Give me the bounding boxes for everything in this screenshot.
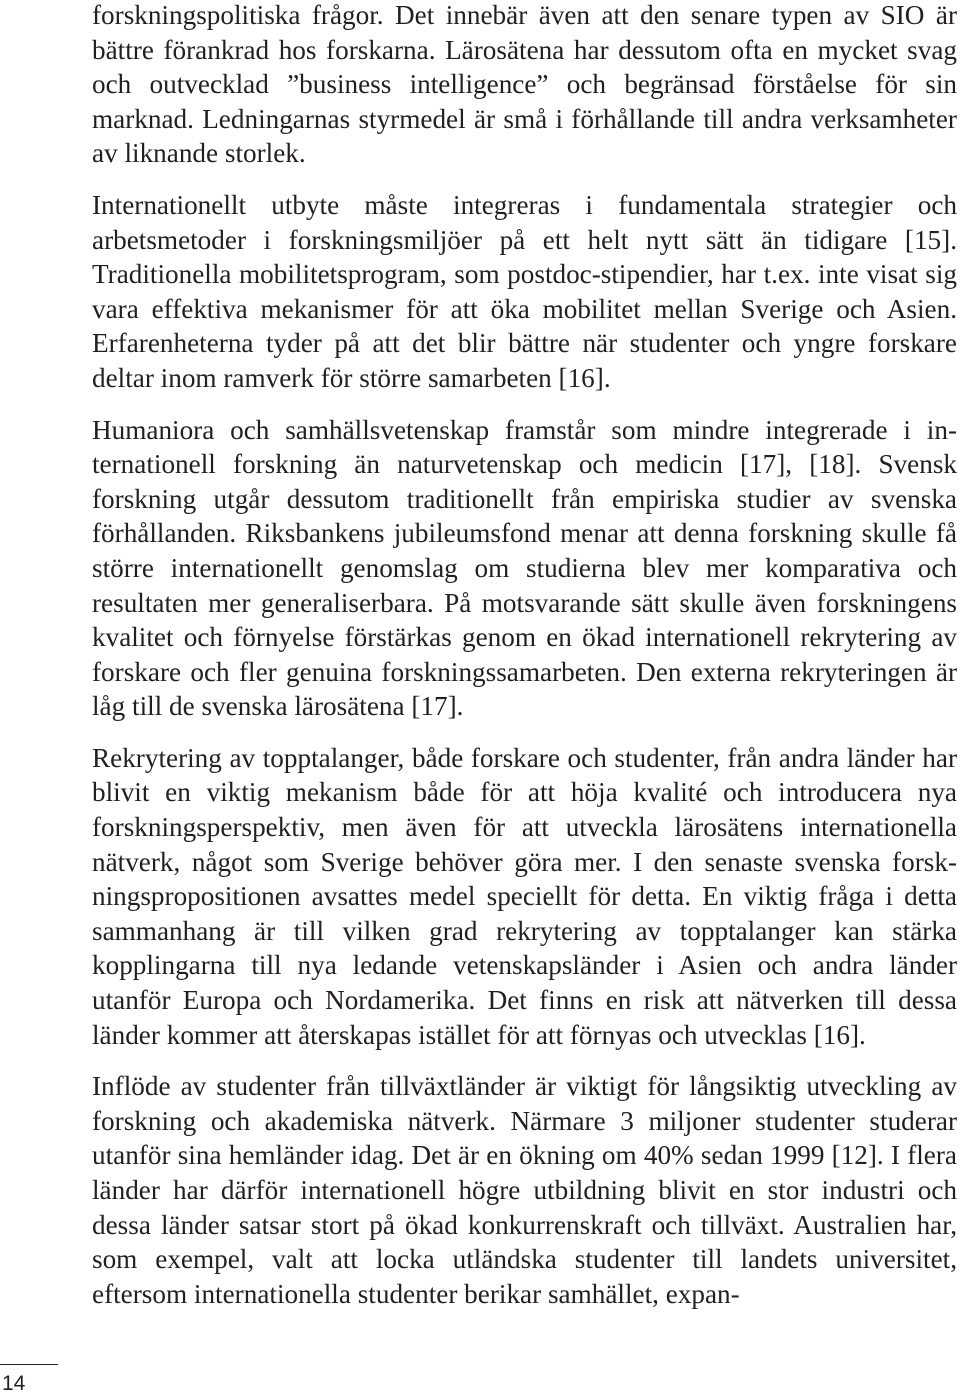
body-text [92, 0, 957, 1311]
paragraph-2: Internationellt utbyte måste integreras i fundamentala strategier och arbetsmetoder i forskningsmiljöer på ett helt nytt sätt än tidigare [15]. Traditionella mobilitetsprogram, som postdoc-stipendier, har t.ex. inte visat sig vara effektiva mekanismer för att öka mobilitet mellan Sverige och Asien. Erfarenheterna tyder på att det blir bättre när studenter och yngre forskare deltar inom ramverk för större samarbeten [16]. [92, 189, 957, 393]
paragraph-4: Rekrytering av topptalanger, både forskare och studenter, från andra länder har blivit en viktig mekanism både för att höja kvalité och introducera nya forskningsperspektiv, men även för att utveckla lärosätens internationella nätverk, något som Sverige behöver göra mer. I den senaste svenska forskningspropositionen avsattes medel speciellt för detta. En viktig fråga i detta sammanhang är till vilken grad rekrytering av topptalanger kan stärka kopplingarna till nya ledande vetenskapsländer i Asien och andra länder utanför Europa och Nordamerika. Det finns en risk att nätverken till dessa länder kommer att återskapas istället för att förnyas och utvecklas [16]. [92, 742, 957, 1050]
paragraph-5: Inflöde av studenter från tillväxtländer är viktigt för långsiktig utveckling av forskning och akademiska nätverk. Närmare 3 miljoner studenter studerar utanför sina hemländer idag. Det är en ökning om 40% sedan 1999 [12]. I flera länder har därför internationell högre utbildning blivit en stor industri och dessa länder satsar stort på ökad konkurrenskraft och tillväxt. Australien har, som exempel, valt att locka utländska studenter till landets universitet, eftersom internationella studenter berikar samhället, expan- [92, 1071, 957, 1309]
paragraph-1: forskningspolitiska frågor. Det innebär även att den senare typen av SIO är bättre förankrad hos forskarna. Lärosätena har dessutom ofta en mycket svag och outvecklad ”business intelligence” och begränsad förståelse för sin marknad. Ledningarnas styrmedel är små i förhållande till andra verksamheter av liknande storlek. [92, 0, 957, 169]
page-number: 14 [2, 1372, 26, 1395]
paragraph-3: Humaniora och samhällsvetenskap framstår som mindre integrerade i internationell forskning än naturvetenskap och medicin [17], [18]. Svensk forskning utgår dessutom traditionellt från empiriska studier av svenska förhållanden. Riksbankens jubileumsfond menar att denna forskning skulle få större internationellt genomslag om studierna blev mer komparativa och resultaten mer generaliserbara. På motsvarande sätt skulle även forskningens kvalitet och förnyelse förstärkas genom en ökad internationell rekrytering av forskare och fler genuina forskningssamarbeten. Den externa rekryteringen är låg till de svenska lärosätena [17]. [92, 414, 957, 722]
